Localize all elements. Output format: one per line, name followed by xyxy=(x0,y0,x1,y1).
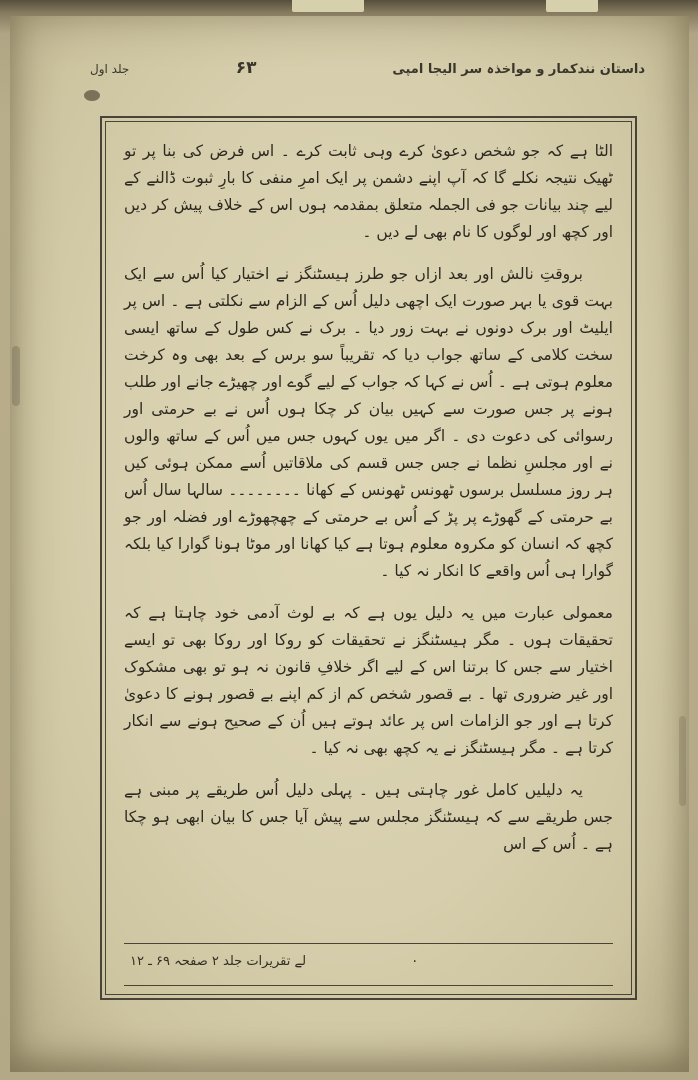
text-frame-inner xyxy=(105,121,632,995)
volume-label: جلد اول xyxy=(90,62,130,76)
footnote-marker: لے xyxy=(294,954,307,969)
footnote-line xyxy=(130,954,306,969)
body-text xyxy=(124,138,613,873)
paragraph-4: یہ دلیلیں کامل غور چاہتی ہیں ۔ پہلی دلیل اُس طریقے پر مبنی ہے جس طریقے سے کہ ہیسٹنگز مجلس سے پیش آیا جس کا بیان ابھی ہو چکا ہے ۔ اُس کے اس xyxy=(124,781,613,853)
page-number: ۶۳ xyxy=(235,58,257,78)
paragraph-2: بروقتِ نالش اور بعد ازاں جو طرز ہیسٹنگز نے اختیار کیا اُس سے ایک بہت قوی یا بہر صورت ایک اچھی دلیل اُس کے الزام سے نکلتی ہے ۔ اس پر ایلیٹ اور برک دونوں نے بہت زور دیا ۔ برک نے کس طول کے ساتھ ایسی سخت کلامی کے ساتھ جواب دیا کہ تقریباً سو برس کے بعد بھی وہ کرخت معلوم ہوتی ہے ۔ اُس نے کہا کہ جواب کے لیے گوے اور چھیڑے جانے اور طلب ہونے پر جس صورت سے کہیں بیان کر چکا ہوں اُس نے بے حرمتی اور رسوائی کی دعوت دی ۔ اگر میں یوں کہوں جس میں اُس کے ساتھ والوں نے اور مجلسِ نظما نے جس جس قسم کی ملاقاتیں اُسے ممکن ہوئی کیں ہر روز مسلسل برسوں ٹھونس ٹھونس کے کھانا ۔۔۔۔۔۔۔۔ سالہا سال اُس بے حرمتی کے گھوڑے پر پڑ کے اُس بے حرمتی کے چھچھوڑے اور فضلہ اور جو کچھ کہ انسان کو مکروہ معلوم ہوتا ہے کیا کھانا اور موٹا ہونا گوارا کیا بلکہ گوارا ہی اُس واقعے کا انکار نہ کیا ۔ xyxy=(124,265,613,580)
page-header xyxy=(90,58,645,78)
book-title: داستان نندکمار و مواخذہ سر الیجا امپی xyxy=(392,62,645,77)
scan-shadow-left xyxy=(12,346,20,406)
scan-stain xyxy=(84,90,100,101)
scan-edge-tab xyxy=(292,0,364,12)
paragraph-1: الٹا ہے کہ جو شخص دعویٰ کرے وہی ثابت کرے ۔ اس فرض کی بنا پر تو ٹھیک نتیجہ نکلے گا کہ آپ اپنے دشمن پر ایک امرِ منفی کا بارِ ثبوت ڈالنے کے لیے چند بیانات جو فی الجملہ متعلق بمقدمہ ہوں اس کے خلاف پیش کر دیں اور کچھ اور لوگوں کا نام بھی لے دیں ۔ xyxy=(124,142,613,241)
book-page xyxy=(10,16,689,1072)
footnote xyxy=(124,943,613,986)
footnote-text: تقریرات جلد ۲ صفحہ ۶۹ ـ ۱۲ xyxy=(130,954,291,969)
paragraph-3: معمولی عبارت میں یہ دلیل یوں ہے کہ بے لوث آدمی خود چاہتا ہے کہ تحقیقات ہوں ۔ مگر ہیسٹنگز نے تحقیقات کو روکا اور روکا بھی تو ایسے اختیار سے جس کا برتنا اس کے لیے اگر خلافِ قانون نہ ہو تو بھی مشکوک اور غیر ضروری تھا ۔ بے قصور شخص کم از کم اپنے بے قصور ہونے کا دعویٰ کرتا ہے اور جو الزامات اس پر عائد ہوتے ہیں اُن کے صحیح ہونے سے انکار کرتا ہے ۔ مگر ہیسٹنگز نے یہ کچھ بھی نہ کیا ۔ xyxy=(124,604,613,757)
scan-shadow-right xyxy=(679,716,686,806)
text-frame xyxy=(100,116,637,1000)
footnote-dot: · xyxy=(412,954,417,970)
scan-edge-tab xyxy=(546,0,598,12)
